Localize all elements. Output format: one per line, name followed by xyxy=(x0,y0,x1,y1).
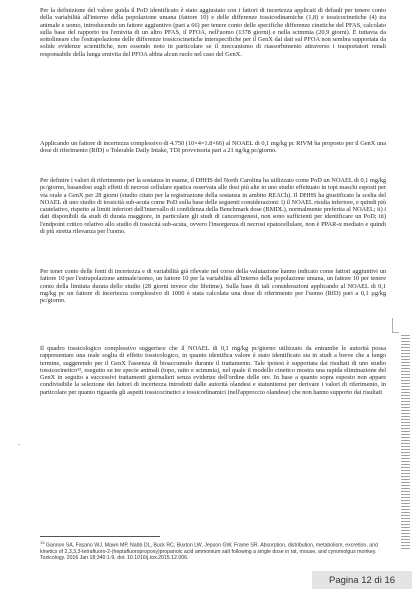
footnote-number: 13 xyxy=(40,540,45,545)
footnote xyxy=(40,540,386,561)
footnote-text: Gannon SA, Fasano WJ, Mawn MP, Nabb DL, Buck RC, Buxton LW, Jepson GW, Frame SR. Absorption, distribution, metabolism, excretion, and kinetics of 2,3,3,3-tetrafluoro-2-(heptafluoropropoxy)propanoic acid ammonium salt following a single dose in rat, mouse, and cynomolgus monkey. Toxicology. 2016 Jan 18;340:1-9. doi: 10.1016/j.tox.2015.12.006. xyxy=(40,542,378,562)
page-number-box xyxy=(312,571,412,589)
margin-stamp-lines xyxy=(401,335,410,550)
paragraph-pod-definition: Per la definizione del valore guida il PoD identificato è stato aggiustato con i fattori di incertezza applicati di default per tenere conto della variabilità all'interno della popolazione umana (fattore 10) e delle differenze tossicodinamiche (1,8) e tossicocinetiche (4) tra animale e uomo, introducendo un fattore aggiuntivo (pari a 66) per tenere conto delle specifiche differenze cinetiche del PFAS, calcolato sulla base del rapporto tra l'emivita di un altro PFAS, il PFOA, nell'uomo (1378 giorni) e nella scimmia (20,9 giorni). È tuttavia da sottolineare che l'estrapolazione delle differenze tossicocinetiche interspecifiche per il GenX dai dati sul PFOA non sembra supportata da solide evidenze scientifiche, non essendo noto in particolare se il meccanismo di riassorbimento attraverso i trasportatori renali responsabile della lunga emivita del PFOA abbia alcun ruolo nel caso del GenX. xyxy=(40,7,386,58)
paragraph-uncertainty-factors: Per tener conto delle fonti di incertezza e di variabilità già rilevate nel corso della valutazione hanno indicato come fattori aggiuntivi un fattore 10 per l'estrapolazione animale/uomo, un fattore 10 per la variabilità all'interno della popolazione umana, un fattore 10 per tenere conto della limitata durata dello studio (28 giorni invece che lifetime). Sulla base di tali considerazioni applicando al NOAEL di 0,1 mg/kg pc un fattore di incertezza complessivo di 1000 è stata calcolata una dose di riferimento per l'uomo (RfD) pari a 0,1 µg/kg pc/giorno. xyxy=(40,268,386,305)
paragraph-toxicological-framework: Il quadro tossicologico complessivo suggerisce che il NOAEL di 0,1 mg/kg pc/giorno utilizzato da entrambe le autorità possa rappresentare una reale soglia di effetto tossicologico, in quanto identifica valore è stato identificato sia in studi a breve che a lungo termine, suggerendo per il GenX l'assenza di bioaccumulo durante il trattamento. Tale ipotesi è supportata dai risultati di uno studio tossicocinetico¹³, eseguito su tre specie animali (topo, ratto e scimmia), nel quale il modello cinetico mostra una rapida eliminazione del GenX in seguito a successivi trattamenti giornalieri senza evidenze dell'ordine delle ore. In base a quanto sopra esposto non appare condivisibile la selezione dei fattori di incertezza introdotti dalle autorità olandesi e statunitensi per derivare i valori di riferimento, in particolare per quanto riguarda gli aspetti tossicocinetici e tossicodinamici (nell'approccio olandese) che non hanno supporto dai risultati xyxy=(40,345,386,396)
margin-stamp-corner xyxy=(392,318,399,333)
page-number: Pagina 12 di 16 xyxy=(328,574,396,586)
paragraph-dhhs-pod: Per definire i valori di riferimento per la sostanza in esame, il DHHS del North Carolina ha utilizzato come PoD un NOAEL di 0,1 mg/kg pc/giorno, basandosi sugli effetti di necrosi cellulare epatica osservata alle dosi più alte in uno studio effettuato in topi maschi esposti per via orale a GenX per 28 giorni (studio citato per la registrazione della sostanza in ambito REACh). Il DHHS ha giustificato la scelta del NOAEL di uno studio di tossicità sub-acuta come PoD sulla base delle seguenti considerazioni: i) il NOAEL risulta inferiore, e quindi più cautelativo, rispetto ai limiti inferiori dell'intervallo di confidenza della Benchmark dose (BMDL), normalmente preferita al NOAEL; ii) i dati disponibili da studi di durata maggiore, in particolare gli studi di cancerogenesi, non sono sufficienti per identificare un PoD; iii) l'endpoint critico relativo allo studio di tossicità sub-acuta, ovvero l'insorgenza di necrosi epatocellulare, non è PPAR-α mediato e quindi di più stretta rilevanza per l'uomo. xyxy=(40,177,386,236)
footnote-rule xyxy=(40,536,160,537)
margin-mark: . xyxy=(18,438,20,447)
paragraph-rivm-tdi: Applicando un fattore di incertezza complessivo di 4.750 (10×4×1.8×66) al NOAEL di 0,1 mg/kg pc RIVM ha proposto per il GenX una dose di riferimento (RfD) o Tolerable Daily Intake, TDI provvisoria pari a 21 ng/kg pc/giorno. xyxy=(40,140,386,155)
